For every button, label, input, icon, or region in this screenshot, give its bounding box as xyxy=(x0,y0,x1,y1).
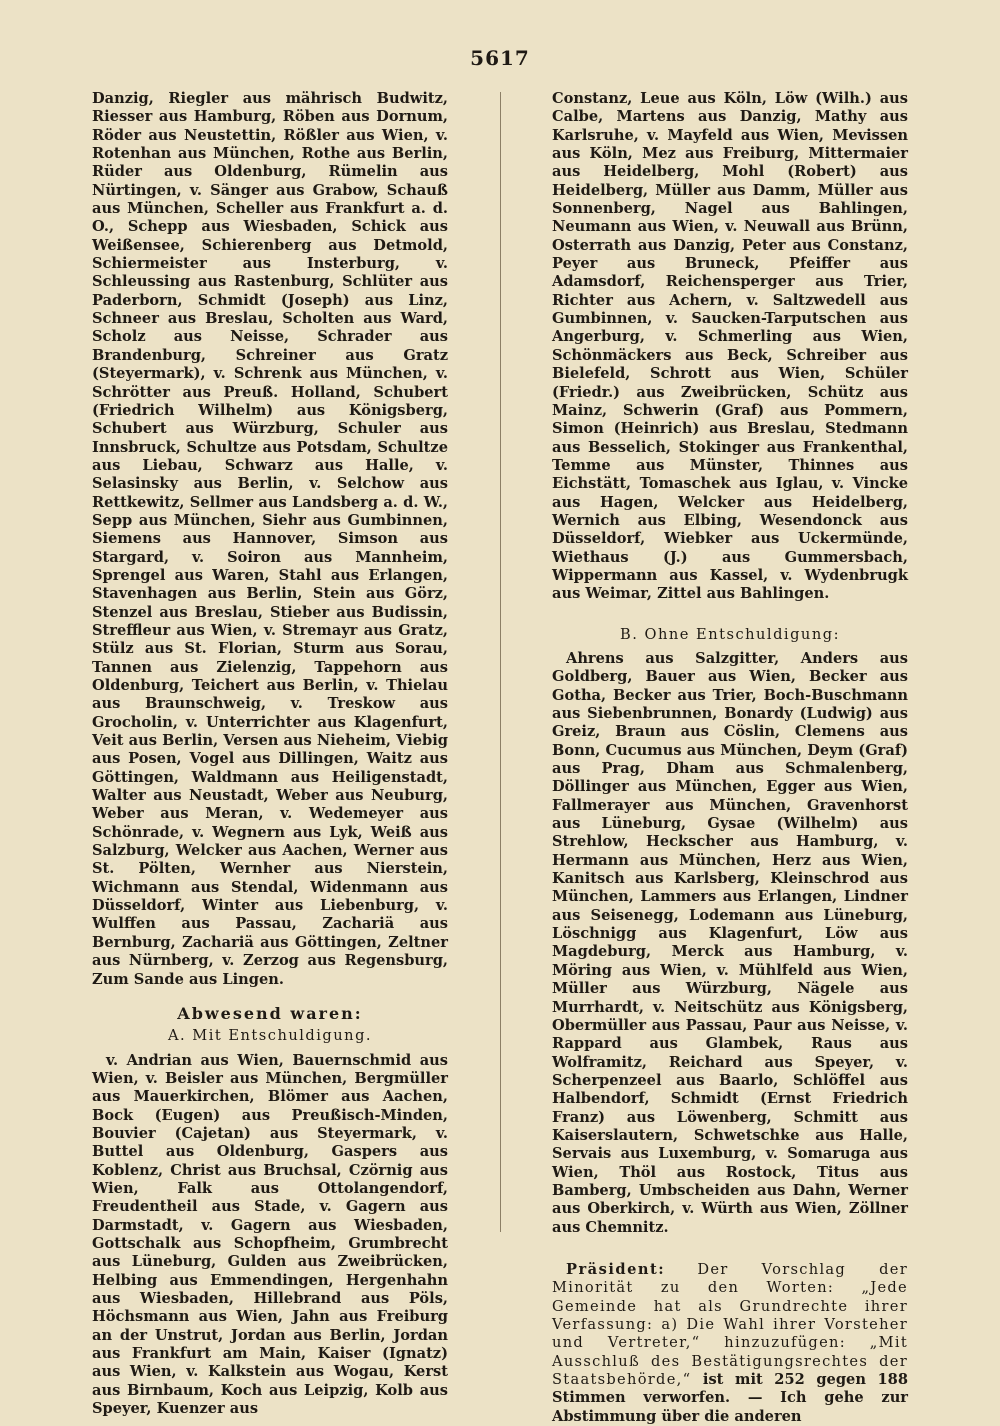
left-column xyxy=(92,90,448,1418)
president-statement xyxy=(552,1261,908,1426)
subheading-without-excuse: B. Ohne Entschuldigung: xyxy=(620,625,840,643)
president-proposal-text: Der Vorschlag der Minorität zu den Worten: „Jede Gemeinde hat als Grundrechte ihrer Verfassung: a) Die Wahl ihrer Vorsteher und Vertreter,“ hinzuzufügen: „Mit Ausschluß des Bestätigungsrechtes der Staatsbehörde,“ xyxy=(552,1260,908,1389)
right-column xyxy=(552,90,908,1426)
left-para-excused: v. Andrian aus Wien, Bauernschmid aus Wien, v. Beisler aus München, Bergmüller aus Mauerkirchen, Blömer aus Aachen, Bock (Eugen) aus Preußisch-Minden, Bouvier (Cajetan) aus Steyermark, v. Buttel aus Oldenburg, Gaspers aus Koblenz, Christ aus Bruchsal, Czörnig aus Wien, Falk aus Ottolangendorf, Freudentheil aus Stade, v. Gagern aus Darmstadt, v. Gagern aus Wiesbaden, Gottschalk aus Schopfheim, Grumbrecht aus Lüneburg, Gulden aus Zweibrücken, Helbing aus Emmendingen, Hergenhahn aus Wiesbaden, Hillebrand aus Pöls, Höchsmann aus Wien, Jahn aus Freiburg an der Unstrut, Jordan aus Berlin, Jordan aus Frankfurt am Main, Kaiser (Ignatz) aus Wien, v. Kalkstein aus Wogau, Kerst aus Birnbaum, Koch aus Leipzig, Kolb aus Speyer, Kuenzer aus xyxy=(92,1051,448,1418)
right-para-excused-continued: Constanz, Leue aus Köln, Löw (Wilh.) aus Calbe, Martens aus Danzig, Mathy aus Karlsruhe, v. Mayfeld aus Wien, Mevissen aus Köln, Mez aus Freiburg, Mittermaier aus Heidelberg, Mohl (Robert) aus Heidelberg, Müller aus Damm, Müller aus Sonnenberg, Nagel aus Bahlingen, Neumann aus Wien, v. Neuwall aus Brünn, Osterrath aus Danzig, Peter aus Constanz, Peyer aus Bruneck, Pfeiffer aus Adamsdorf, Reichensperger aus Trier, Richter aus Achern, v. Saltzwedell aus Gumbinnen, v. Saucken-Tarputschen aus Angerburg, v. Schmerling aus Wien, Schönmäckers aus Beck, Schreiber aus Bielefeld, Schrott aus Wien, Schüler (Friedr.) aus Zweibrücken, Schütz aus Mainz, Schwerin (Graf) aus Pommern, Simon (Heinrich) aus Breslau, Stedmann aus Besselich, Stokinger aus Frankenthal, Temme aus Münster, Thinnes aus Eichstätt, Tomaschek aus Iglau, v. Vincke aus Hagen, Welcker aus Heidelberg, Wernich aus Elbing, Wesendonck aus Düsseldorf, Wiebker aus Uckermünde, Wiethaus (J.) aus Gummersbach, Wippermann aus Kassel, v. Wydenbrugk aus Weimar, Zittel aus Bahlingen. xyxy=(552,90,908,603)
page-number: 5617 xyxy=(470,46,530,70)
right-para-unexcused: Ahrens aus Salzgitter, Anders aus Goldberg, Bauer aus Wien, Becker aus Gotha, Becker aus Trier, Boch-Buschmann aus Siebenbrunnen, Bonardy (Ludwig) aus Greiz, Braun aus Cöslin, Clemens aus Bonn, Cucumus aus München, Deym (Graf) aus Prag, Dham aus Schmalenberg, Döllinger aus München, Egger aus Wien, Fallmerayer aus München, Gravenhorst aus Lüneburg, Gysae (Wilhelm) aus Strehlow, Heckscher aus Hamburg, v. Hermann aus München, Herz aus Wien, Kanitsch aus Karlsberg, Kleinschrod aus München, Lammers aus Erlangen, Lindner aus Seisenegg, Lodemann aus Lüneburg, Löschnigg aus Klagenfurt, Löw aus Magdeburg, Merck aus Hamburg, v. Möring aus Wien, v. Mühlfeld aus Wien, Müller aus Würzburg, Nägele aus Murrhardt, v. Neitschütz aus Königsberg, Obermüller aus Passau, Paur aus Neisse, v. Rappard aus Glambek, Raus aus Wolframitz, Reichard aus Speyer, v. Scherpenzeel aus Baarlo, Schlöffel aus Halbendorf, Schmidt (Ernst Friedrich Franz) aus Löwenberg, Schmitt aus Kaiserslautern, Schwetschke aus Halle, Servais aus Luxemburg, v. Somaruga aus Wien, Thöl aus Rostock, Titus aus Bamberg, Umbscheiden aus Dahn, Werner aus Oberkirch, v. Würth aus Wien, Zöllner aus Chemnitz. xyxy=(552,649,908,1236)
president-result-text: ist mit 252 gegen 188 Stimmen verworfen. — Ich gehe zur Abstimmung über die anderen xyxy=(552,1371,908,1425)
column-divider xyxy=(500,92,501,1232)
heading-absent: Abwesend waren: xyxy=(177,1003,363,1023)
left-para-members: Danzig, Riegler aus mährisch Budwitz, Riesser aus Hamburg, Röben aus Dornum, Röder aus Neustettin, Rößler aus Wien, v. Rotenhan aus München, Rothe aus Berlin, Rüder aus Oldenburg, Rümelin aus Nürtingen, v. Sänger aus Grabow, Schauß aus München, Scheller aus Frankfurt a. d. O., Schepp aus Wiesbaden, Schick aus Weißensee, Schierenberg aus Detmold, Schiermeister aus Insterburg, v. Schleussing aus Rastenburg, Schlüter aus Paderborn, Schmidt (Joseph) aus Linz, Schneer aus Breslau, Scholten aus Ward, Scholz aus Neisse, Schrader aus Brandenburg, Schreiner aus Gratz (Steyermark), v. Schrenk aus München, v. Schrötter aus Preuß. Holland, Schubert (Friedrich Wilhelm) aus Königsberg, Schubert aus Würzburg, Schuler aus Innsbruck, Schultze aus Potsdam, Schultze aus Liebau, Schwarz aus Halle, v. Selasinsky aus Berlin, v. Selchow aus Rettkewitz, Sellmer aus Landsberg a. d. W., Sepp aus München, Siehr aus Gumbinnen, Siemens aus Hannover, Simson aus Stargard, v. Soiron aus Mannheim, Sprengel aus Waren, Stahl aus Erlangen, Stavenhagen aus Berlin, Stein aus Görz, Stenzel aus Breslau, Stieber aus Budissin, Streffleur aus Wien, v. Stremayr aus Gratz, Stülz aus St. Florian, Sturm aus Sorau, Tannen aus Zielenzig, Tappehorn aus Oldenburg, Teichert aus Berlin, v. Thielau aus Braunschweig, v. Treskow aus Grocholin, v. Unterrichter aus Klagenfurt, Veit aus Berlin, Versen aus Nieheim, Viebig aus Posen, Vogel aus Dillingen, Waitz aus Göttingen, Waldmann aus Heiligenstadt, Walter aus Neustadt, Weber aus Neuburg, Weber aus Meran, v. Wedemeyer aus Schönrade, v. Wegnern aus Lyk, Weiß aus Salzburg, Welcker aus Aachen, Werner aus St. Pölten, Wernher aus Nierstein, Wichmann aus Stendal, Widenmann aus Düsseldorf, Winter aus Liebenburg, v. Wulffen aus Passau, Zachariä aus Bernburg, Zachariä aus Göttingen, Zeltner aus Nürnberg, v. Zerzog aus Regensburg, Zum Sande aus Lingen. xyxy=(92,90,448,988)
president-label: Präsident: xyxy=(566,1260,666,1278)
subheading-with-excuse: A. Mit Entschuldigung. xyxy=(167,1027,373,1045)
